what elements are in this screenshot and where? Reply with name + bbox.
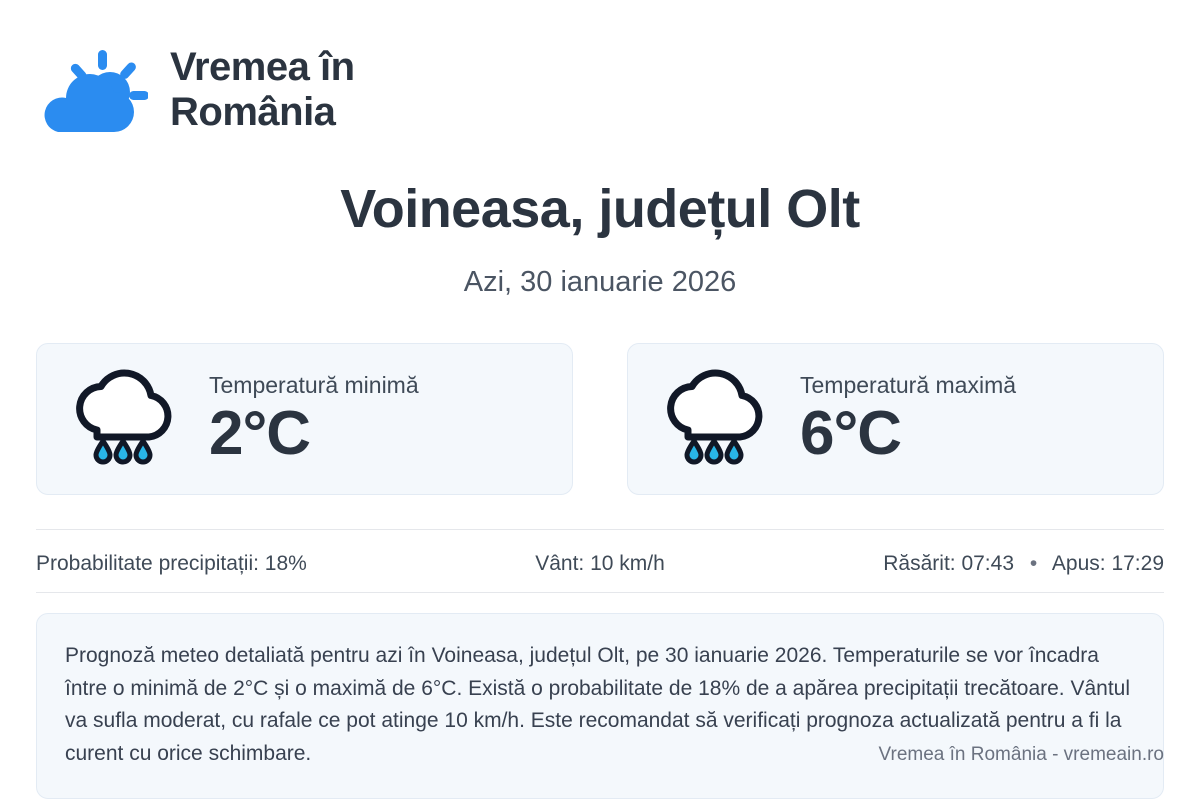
stat-sunrise: Răsărit: 07:43 (883, 552, 1015, 575)
brand-title-line2: România (170, 90, 336, 134)
page-title: Voineasa, județul Olt (340, 179, 860, 239)
brand-title (170, 45, 355, 135)
stat-separator: • (1029, 552, 1038, 575)
card-min-text (209, 372, 419, 466)
card-max-label: Temperatură maximă (800, 371, 1017, 398)
brand-title-line1: Vremea în (170, 45, 355, 90)
card-min-label: Temperatură minimă (209, 371, 419, 398)
stat-precipitation: Probabilitate precipitații: 18% (36, 552, 307, 575)
footer-credit: Vremea în România - vremeain.ro (878, 744, 1164, 765)
card-max-temperature (627, 343, 1164, 495)
cloud-with-rain-icon (67, 367, 183, 471)
page-subtitle-date: Azi, 30 ianuarie 2026 (463, 266, 737, 298)
cloud-with-rain-icon (658, 367, 774, 471)
stat-sun-times (788, 552, 1164, 576)
stat-sunset: Apus: 17:29 (1051, 552, 1164, 575)
brand-header (36, 0, 1164, 136)
card-max-text (800, 372, 1016, 466)
forecast-description: Prognoză meteo detaliată pentru azi în Voineasa, județul Olt, pe 30 ianuarie 2026. Temperaturile se vor încadra între o minimă de 2°C și o maximă de 6°C. Există o probabilitate de 18% de a apărea precipitații trecătoare. Vântul va sufla moderat, cu rafale ce pot atinge 10 km/h. Este recomandat să verificați prognoza actualizată pentru a fi la curent cu orice schimbare. (36, 613, 1164, 799)
sun-behind-cloud-icon (36, 44, 148, 136)
card-min-value: 2°C (209, 398, 311, 468)
temperature-cards (36, 343, 1164, 495)
weather-stats-row (36, 529, 1164, 593)
card-max-value: 6°C (800, 398, 902, 468)
stat-wind: Vânt: 10 km/h (535, 552, 665, 575)
card-min-temperature (36, 343, 573, 495)
